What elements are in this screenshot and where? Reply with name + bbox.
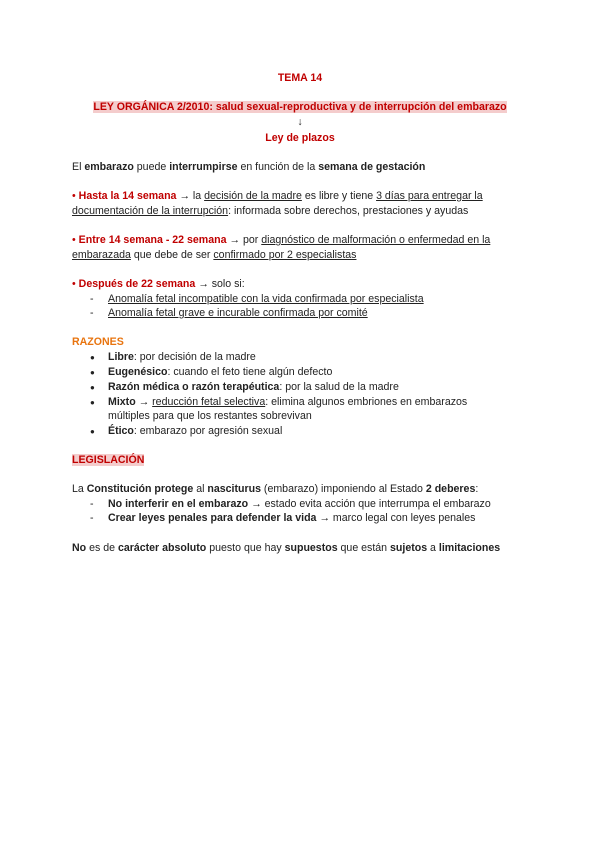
list-item: - — [90, 498, 94, 510]
deber-no-interferir: No interferir en el embarazo → estado evita acción que interrumpa el embarazo — [108, 498, 491, 510]
razon-medica: Razón médica o razón terapéutica: por la salud de la madre — [108, 381, 399, 393]
razon-mixto-line1: Mixto → reducción fetal selectiva: elimina algunos embriones en embarazos — [108, 396, 468, 408]
bullet-icon: ● — [90, 383, 95, 392]
down-arrow-icon: ↓ — [297, 116, 303, 128]
intro-paragraph: El embarazo puede interrumpirse en función de la semana de gestación — [72, 161, 426, 173]
section-entre-14-22-line2: embarazada que debe de ser confirmado por 2 especialistas — [72, 249, 357, 261]
list-item-text: Anomalía fetal incompatible con la vida confirmada por especialista — [108, 293, 424, 305]
list-item: - — [90, 307, 94, 319]
razon-etico: Ético: embarazo por agresión sexual — [108, 425, 283, 437]
bullet-icon: ● — [90, 368, 95, 377]
law-subheading: Ley de plazos — [265, 132, 335, 144]
bullet-icon: • — [72, 190, 76, 202]
section-despues-22: • Después de 22 semana → solo si: — [72, 278, 245, 290]
list-item: - — [90, 293, 94, 305]
razon-eugenesico: Eugenésico: cuando el feto tiene algún defecto — [108, 366, 333, 378]
legislacion-heading: LEGISLACIÓN — [72, 454, 145, 466]
section-entre-14-22-line1: • Entre 14 semana - 22 semana → por diagnóstico de malformación o enfermedad en la — [72, 234, 491, 246]
bullet-icon: • — [72, 278, 76, 290]
razones-heading: RAZONES — [72, 336, 124, 348]
section-hasta-14-line1: • Hasta la 14 semana → la decisión de la madre es libre y tiene 3 días para entregar la — [72, 190, 483, 202]
closing-paragraph: No es de carácter absoluto puesto que hay supuestos que están sujetos a limitaciones — [72, 542, 501, 554]
razon-libre: Libre: por decisión de la madre — [108, 351, 256, 363]
law-heading: LEY ORGÁNICA 2/2010: salud sexual-reproductiva y de interrupción del embarazo — [93, 101, 507, 113]
bullet-icon: ● — [90, 427, 95, 436]
bullet-icon: ● — [90, 398, 95, 407]
razon-mixto-line2: múltiples para que los restantes sobrevivan — [108, 410, 312, 422]
bullet-icon: ● — [90, 353, 95, 362]
list-item-text: Anomalía fetal grave e incurable confirmada por comité — [108, 307, 368, 319]
deber-leyes-penales: Crear leyes penales para defender la vida → marco legal con leyes penales — [108, 512, 476, 524]
page-title: TEMA 14 — [277, 72, 323, 84]
section-hasta-14-line2: documentación de la interrupción: informada sobre derechos, prestaciones y ayudas — [72, 205, 469, 217]
list-item: - — [90, 512, 94, 524]
bullet-icon: • — [72, 234, 76, 246]
legislacion-paragraph: La Constitución protege al nasciturus (embarazo) imponiendo al Estado 2 deberes: — [72, 483, 479, 495]
